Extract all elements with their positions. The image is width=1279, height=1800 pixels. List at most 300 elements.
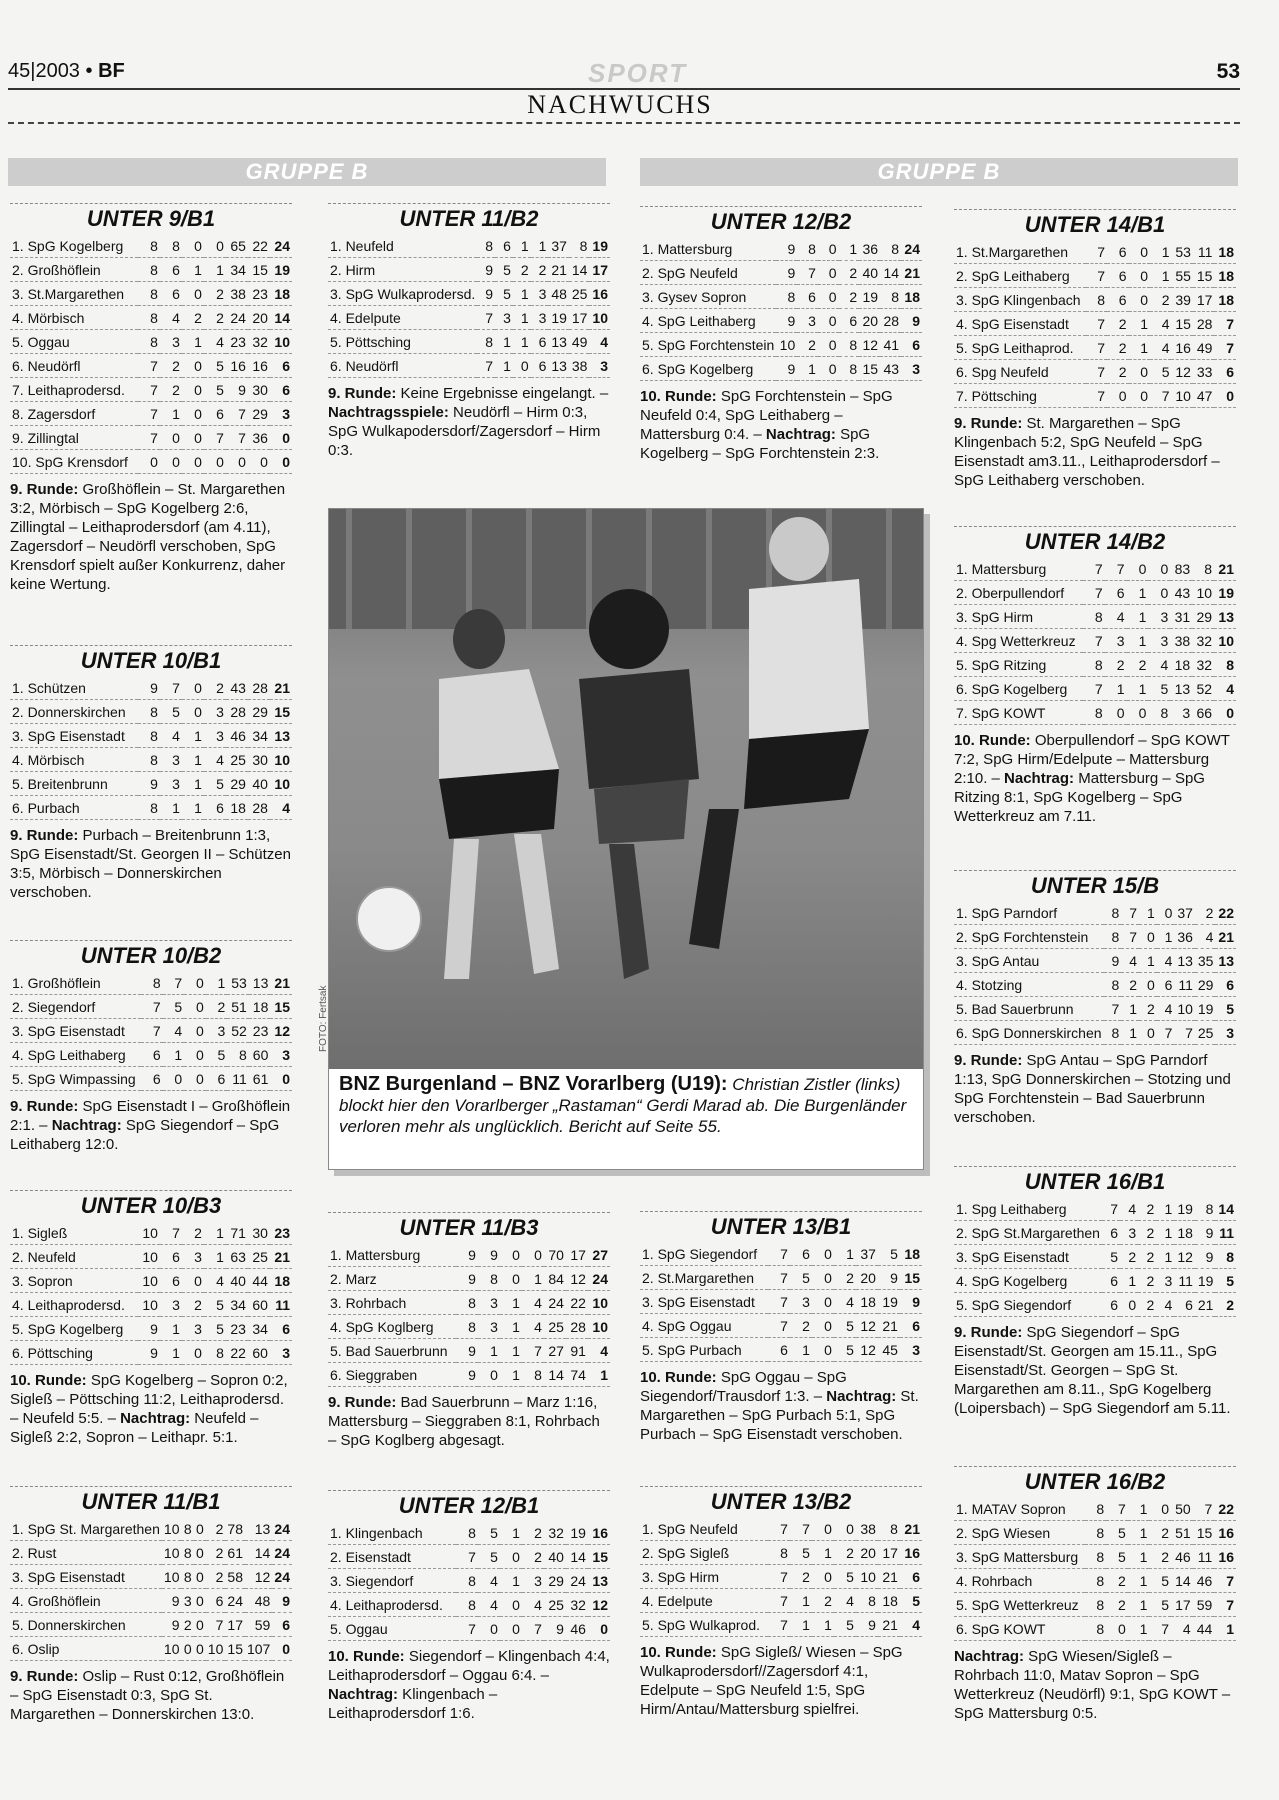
- team-name: 1. SpG St. Margarethen: [10, 1517, 162, 1541]
- stat-cell: 14: [569, 258, 590, 282]
- results-note: [10, 1667, 292, 1724]
- points-cell: 23: [270, 1221, 292, 1245]
- stat-cell: 8: [1195, 1197, 1216, 1221]
- team-name: 2. Hirm: [328, 258, 477, 282]
- stat-cell: 0: [478, 1363, 500, 1387]
- table-title: UNTER 9/B1: [10, 203, 292, 234]
- table-row: [954, 557, 1236, 581]
- table-row: [640, 1517, 922, 1541]
- stat-cell: 3: [1120, 1221, 1138, 1245]
- team-name: 1. SpG Siegendorf: [640, 1242, 768, 1266]
- stat-cell: 1: [1150, 240, 1171, 264]
- table-row: [954, 1293, 1236, 1317]
- points-cell: 10: [270, 772, 292, 796]
- stat-cell: 20: [859, 309, 880, 333]
- stat-cell: 7: [456, 1545, 478, 1569]
- stat-cell: 2: [204, 306, 226, 330]
- note-lead: Nachtrag:: [822, 1388, 897, 1405]
- bullet: •: [85, 60, 93, 82]
- stat-cell: 3: [160, 330, 182, 354]
- stat-cell: 0: [182, 700, 204, 724]
- stat-cell: 52: [1192, 677, 1214, 701]
- standings-table: [10, 1221, 292, 1365]
- standings-block: [954, 209, 1236, 490]
- stat-cell: 5: [834, 1613, 856, 1637]
- stat-cell: 1: [797, 357, 818, 381]
- stat-cell: 8: [138, 330, 160, 354]
- team-name: 2. Großhöflein: [10, 258, 138, 282]
- stat-cell: 8: [138, 700, 160, 724]
- stat-cell: 29: [544, 1569, 566, 1593]
- points-cell: 14: [270, 306, 292, 330]
- stat-cell: 7: [1086, 264, 1107, 288]
- team-name: 7. SpG KOWT: [954, 701, 1083, 725]
- standings-block: [328, 1490, 610, 1723]
- note-lead: Nachtragsspiele:: [328, 404, 449, 421]
- stat-cell: 9: [138, 676, 160, 700]
- table-row: [954, 1269, 1236, 1293]
- team-name: 1. Großhöflein: [10, 971, 141, 995]
- stat-cell: 6: [1174, 1293, 1195, 1317]
- stat-cell: 17: [1171, 1593, 1193, 1617]
- stat-cell: 1: [513, 282, 531, 306]
- stat-cell: 2: [1105, 653, 1127, 677]
- stat-cell: 50: [1171, 1497, 1193, 1521]
- stat-cell: 0: [1148, 581, 1170, 605]
- stat-cell: 21: [878, 1613, 900, 1637]
- note-lead: Nachtrag:: [47, 1117, 122, 1134]
- stat-cell: 46: [566, 1617, 588, 1641]
- note-lead: Nachtrag:: [954, 1648, 1025, 1665]
- stat-cell: 7: [160, 676, 182, 700]
- stat-cell: 3: [522, 1569, 544, 1593]
- stat-cell: 10: [162, 1565, 182, 1589]
- stat-cell: 4: [834, 1290, 856, 1314]
- stat-cell: 0: [1129, 264, 1150, 288]
- stat-cell: 0: [160, 426, 182, 450]
- table-row: [328, 258, 610, 282]
- stat-cell: 7: [768, 1290, 790, 1314]
- points-cell: 12: [270, 1019, 292, 1043]
- table-row: [954, 1569, 1236, 1593]
- stat-cell: 1: [513, 330, 531, 354]
- points-cell: 10: [589, 306, 610, 330]
- table-row: [10, 330, 292, 354]
- stat-cell: 10: [1174, 997, 1194, 1021]
- stat-cell: 6: [160, 258, 182, 282]
- standings-block: [640, 206, 922, 463]
- stat-cell: 9: [544, 1617, 566, 1641]
- results-note: [328, 1393, 610, 1450]
- stat-cell: 22: [566, 1291, 588, 1315]
- stat-cell: 6: [141, 1043, 163, 1067]
- stat-cell: 7: [522, 1617, 544, 1641]
- standings-block: [954, 870, 1236, 1127]
- stat-cell: 8: [1104, 973, 1122, 997]
- stat-cell: 8: [138, 234, 160, 258]
- stat-cell: 10: [206, 1637, 226, 1661]
- stat-cell: 15: [248, 258, 270, 282]
- stat-cell: 8: [1085, 1497, 1107, 1521]
- table-title: UNTER 11/B1: [10, 1486, 292, 1517]
- paper-name: BF: [98, 60, 125, 82]
- stat-cell: 0: [812, 1314, 834, 1338]
- note-text: SpG Oggau – SpG Siegendorf/Trausdorf 1:3. –: [640, 1369, 847, 1405]
- stat-cell: 15: [1193, 264, 1214, 288]
- caption-text: Christian Zistler (links) blockt hier den Vorarlberger „Rastaman“ Gerdi Marad ab. Die Burgenländer verloren mehr als unglücklich. Bericht auf Seite 55.: [339, 1075, 907, 1136]
- stat-cell: 43: [880, 357, 901, 381]
- points-cell: 18: [900, 1242, 922, 1266]
- note-text: Oberpullendorf – SpG KOWT 7:2, SpG Hirm/Edelpute – Mattersburg 2:10. –: [954, 732, 1230, 787]
- stat-cell: 1: [1121, 997, 1139, 1021]
- team-name: 9. Zillingtal: [10, 426, 138, 450]
- stat-cell: 4: [1195, 925, 1215, 949]
- note-text: SpG Antau – SpG Parndorf 1:13, SpG Donnerskirchen – Stotzing und SpG Forchtenstein – Bad Sauerbrunn verschoben.: [954, 1052, 1231, 1126]
- standings-block: [954, 1166, 1236, 1418]
- points-cell: 0: [270, 1067, 292, 1091]
- stat-cell: 9: [456, 1363, 478, 1387]
- table-row: [954, 1521, 1236, 1545]
- stat-cell: 4: [204, 748, 226, 772]
- stat-cell: 0: [1105, 701, 1127, 725]
- stat-cell: 44: [1193, 1617, 1215, 1641]
- team-name: 4. Edelpute: [640, 1589, 768, 1613]
- stat-cell: 7: [477, 354, 495, 378]
- caption-headline: BNZ Burgenland – BNZ Vorarlberg (U19):: [339, 1073, 728, 1095]
- table-row: [328, 330, 610, 354]
- stat-cell: 2: [1139, 997, 1157, 1021]
- stat-cell: 8: [478, 1267, 500, 1291]
- note-text: SpG Kogelberg – SpG Forchtenstein 2:3.: [640, 426, 880, 462]
- stat-cell: 23: [226, 330, 248, 354]
- points-cell: 1: [588, 1363, 610, 1387]
- team-name: 3. St.Margarethen: [10, 282, 138, 306]
- table-title: UNTER 12/B2: [640, 206, 922, 237]
- points-cell: 13: [1215, 949, 1236, 973]
- team-name: 6. SpG Donnerskirchen: [954, 1021, 1104, 1045]
- note-text: Oslip – Rust 0:12, Großhöflein – SpG Eisenstadt 0:3, SpG St. Margarethen – Donnerskirchen 13:0.: [10, 1668, 285, 1723]
- points-cell: 3: [270, 402, 292, 426]
- stat-cell: 2: [160, 378, 182, 402]
- table-row: [328, 282, 610, 306]
- team-name: 2. SpG Leithaberg: [954, 264, 1086, 288]
- points-cell: 10: [270, 330, 292, 354]
- stat-cell: 8: [477, 330, 495, 354]
- stat-cell: 0: [194, 1613, 206, 1637]
- stat-cell: 1: [790, 1589, 812, 1613]
- table-row: [954, 240, 1236, 264]
- note-lead: Nachtrag:: [999, 770, 1075, 787]
- team-name: 2. SpG Neufeld: [640, 261, 776, 285]
- stat-cell: 7: [797, 261, 818, 285]
- points-cell: 13: [1214, 605, 1236, 629]
- stat-cell: 2: [1138, 1197, 1156, 1221]
- stat-cell: 5: [204, 1293, 226, 1317]
- stat-cell: 1: [839, 237, 860, 261]
- stat-cell: 1: [522, 1267, 544, 1291]
- stat-cell: 7: [1086, 312, 1107, 336]
- stat-cell: 1: [1128, 1521, 1150, 1545]
- stat-cell: 0: [163, 1067, 185, 1091]
- team-name: 1. SpG Neufeld: [640, 1517, 768, 1541]
- stat-cell: 12: [856, 1314, 878, 1338]
- stat-cell: 9: [776, 261, 797, 285]
- stat-cell: 8: [1104, 925, 1122, 949]
- table-row: [10, 971, 292, 995]
- stat-cell: 2: [1149, 1545, 1171, 1569]
- table-row: [954, 384, 1236, 408]
- team-name: 4. Edelpute: [328, 306, 477, 330]
- stat-cell: 3: [160, 1293, 182, 1317]
- team-name: 8. Zagersdorf: [10, 402, 138, 426]
- table-row: [328, 1593, 610, 1617]
- stat-cell: 7: [1083, 677, 1105, 701]
- stat-cell: 8: [456, 1521, 478, 1545]
- stat-cell: 10: [138, 1245, 160, 1269]
- stat-cell: 19: [566, 1521, 588, 1545]
- stat-cell: 9: [776, 357, 797, 381]
- team-name: 2. Siegendorf: [10, 995, 141, 1019]
- stat-cell: 3: [181, 1589, 193, 1613]
- stat-cell: 2: [204, 676, 226, 700]
- stat-cell: 3: [790, 1290, 812, 1314]
- stat-cell: 8: [776, 285, 797, 309]
- stat-cell: 9: [477, 258, 495, 282]
- note-text: SpG Kogelberg – Sopron 0:2, Sigleß – Pöttsching 11:2, Leithaprodersd. – Neufeld 5:5. –: [10, 1372, 288, 1427]
- photo-credit: FOTO: Fertsak: [318, 985, 329, 1052]
- stat-cell: 1: [790, 1613, 812, 1637]
- table-row: [640, 1589, 922, 1613]
- stat-cell: 8: [1085, 1545, 1107, 1569]
- table-title: UNTER 14/B1: [954, 209, 1236, 240]
- stat-cell: 7: [1086, 360, 1107, 384]
- team-name: 4. Leithaprodersd.: [328, 1593, 456, 1617]
- table-row: [328, 1545, 610, 1569]
- stat-cell: 7: [768, 1565, 790, 1589]
- team-name: 1. Mattersburg: [640, 237, 776, 261]
- stat-cell: 23: [248, 282, 270, 306]
- stat-cell: 11: [1174, 973, 1194, 997]
- table-row: [10, 1221, 292, 1245]
- team-name: 5. SpG Wetterkreuz: [954, 1593, 1085, 1617]
- table-row: [328, 1339, 610, 1363]
- team-name: 3. SpG Eisenstadt: [10, 724, 138, 748]
- stat-cell: 3: [204, 700, 226, 724]
- stat-cell: 8: [878, 1517, 900, 1541]
- stat-cell: 8: [880, 285, 901, 309]
- note-text: SpG Forchtenstein – SpG Neufeld 0:4, SpG Leithaberg – Mattersburg 0:4. –: [640, 388, 893, 443]
- stat-cell: 1: [1128, 1569, 1150, 1593]
- team-name: 4. Rohrbach: [954, 1569, 1085, 1593]
- team-name: 1. Sigleß: [10, 1221, 138, 1245]
- stat-cell: 8: [1086, 288, 1107, 312]
- stat-cell: 1: [478, 1339, 500, 1363]
- note-text: Bad Sauerbrunn – Marz 1:16, Mattersburg – Sieggraben 8:1, Rohrbach – SpG Koglberg abgesagt.: [328, 1394, 600, 1449]
- table-row: [640, 1242, 922, 1266]
- team-name: 3. SpG Eisenstadt: [640, 1290, 768, 1314]
- stat-cell: 1: [1129, 312, 1150, 336]
- table-row: [10, 1245, 292, 1269]
- team-name: 3. SpG Hirm: [640, 1565, 768, 1589]
- stat-cell: 84: [544, 1267, 566, 1291]
- stat-cell: 21: [878, 1314, 900, 1338]
- stat-cell: 8: [1104, 1021, 1122, 1045]
- stat-cell: 0: [1148, 557, 1170, 581]
- team-name: 2. St.Margarethen: [640, 1266, 768, 1290]
- results-note: [640, 1643, 922, 1719]
- standings-block: [10, 1190, 292, 1447]
- stat-cell: 12: [1174, 1245, 1195, 1269]
- stat-cell: 7: [138, 426, 160, 450]
- points-cell: 18: [270, 282, 292, 306]
- standings-table: [640, 1242, 922, 1362]
- stat-cell: 6: [1107, 240, 1128, 264]
- stat-cell: 3: [478, 1291, 500, 1315]
- stat-cell: 12: [245, 1565, 272, 1589]
- stat-cell: 3: [160, 748, 182, 772]
- stat-cell: 10: [776, 333, 797, 357]
- points-cell: 21: [270, 676, 292, 700]
- points-cell: 11: [270, 1293, 292, 1317]
- stat-cell: 5: [878, 1242, 900, 1266]
- stat-cell: 35: [1195, 949, 1215, 973]
- stat-cell: 1: [1128, 1593, 1150, 1617]
- stat-cell: 8: [1085, 1593, 1107, 1617]
- stat-cell: 7: [138, 402, 160, 426]
- stat-cell: 2: [1106, 1569, 1128, 1593]
- stat-cell: 12: [566, 1267, 588, 1291]
- table-row: [10, 1043, 292, 1067]
- stat-cell: 8: [160, 234, 182, 258]
- note-text: SpG Siegendorf – SpG Eisenstadt/St. Georgen am 15.11., SpG Eisenstadt/St. Georgen – SpG St. Margarethen am 8.11., SpG Kogelberg (Loipersbach) – SpG Siegendorf am 5.11.: [954, 1324, 1231, 1417]
- stat-cell: 0: [184, 995, 206, 1019]
- results-note: [954, 1051, 1236, 1127]
- stat-cell: 7: [1086, 240, 1107, 264]
- stat-cell: 65: [226, 234, 248, 258]
- stat-cell: 0: [1129, 240, 1150, 264]
- stat-cell: 4: [1156, 1293, 1174, 1317]
- note-lead: 9. Runde:: [954, 1052, 1023, 1069]
- table-row: [10, 724, 292, 748]
- team-name: 6. SpG Kogelberg: [954, 677, 1083, 701]
- table-title: UNTER 13/B1: [640, 1211, 922, 1242]
- stat-cell: 3: [1156, 1269, 1174, 1293]
- points-cell: 6: [1214, 360, 1236, 384]
- stat-cell: 19: [1195, 1269, 1216, 1293]
- note-lead: 10. Runde:: [10, 1372, 87, 1389]
- stat-cell: 6: [1102, 1221, 1120, 1245]
- stat-cell: 1: [1156, 1197, 1174, 1221]
- stat-cell: 6: [204, 796, 226, 820]
- stat-cell: 8: [138, 282, 160, 306]
- stat-cell: 5: [1102, 1245, 1120, 1269]
- stat-cell: 10: [162, 1541, 182, 1565]
- stat-cell: 2: [1107, 336, 1128, 360]
- table-row: [954, 288, 1236, 312]
- table-row: [954, 701, 1236, 725]
- team-name: 2. SpG Wiesen: [954, 1521, 1085, 1545]
- stat-cell: 9: [1104, 949, 1122, 973]
- stat-cell: 15: [1171, 312, 1192, 336]
- stat-cell: 16: [226, 354, 248, 378]
- note-lead: 9. Runde:: [954, 415, 1023, 432]
- note-lead: 10. Runde:: [640, 1644, 717, 1661]
- stat-cell: 8: [138, 796, 160, 820]
- stat-cell: 7: [138, 378, 160, 402]
- photo-caption: [339, 1074, 913, 1137]
- table-row: [10, 1317, 292, 1341]
- standings-block: [10, 1486, 292, 1724]
- stat-cell: 8: [880, 237, 901, 261]
- standings-table: [954, 557, 1236, 725]
- table-title: UNTER 11/B2: [328, 203, 610, 234]
- stat-cell: 12: [1171, 360, 1192, 384]
- stat-cell: 13: [249, 971, 271, 995]
- team-name: 5. SpG Purbach: [640, 1338, 768, 1362]
- note-lead: 9. Runde:: [10, 1098, 79, 1115]
- stat-cell: 1: [790, 1338, 812, 1362]
- stat-cell: 2: [834, 1541, 856, 1565]
- table-row: [640, 237, 922, 261]
- stat-cell: 61: [249, 1067, 271, 1091]
- stat-cell: 0: [182, 234, 204, 258]
- points-cell: 15: [900, 1266, 922, 1290]
- note-lead: 10. Runde:: [640, 1369, 717, 1386]
- points-cell: 3: [901, 357, 922, 381]
- table-row: [10, 426, 292, 450]
- stat-cell: 3: [797, 309, 818, 333]
- stat-cell: 0: [181, 1637, 193, 1661]
- results-note: [640, 1368, 922, 1444]
- points-cell: 0: [272, 1637, 292, 1661]
- note-text: Neufeld – Sigleß 2:2, Sopron – Leithapr. 5:1.: [10, 1410, 259, 1446]
- stat-cell: 4: [522, 1291, 544, 1315]
- stat-cell: 0: [812, 1266, 834, 1290]
- points-cell: 6: [901, 333, 922, 357]
- match-photo: [328, 508, 924, 1170]
- stat-cell: 4: [160, 306, 182, 330]
- standings-block: [10, 940, 292, 1154]
- stat-cell: 2: [1195, 901, 1215, 925]
- table-row: [328, 1363, 610, 1387]
- stat-cell: 8: [477, 234, 495, 258]
- table-row: [954, 997, 1236, 1021]
- stat-cell: 2: [206, 1541, 226, 1565]
- team-name: 3. SpG Eisenstadt: [10, 1565, 162, 1589]
- table-row: [10, 1293, 292, 1317]
- stat-cell: 8: [1085, 1569, 1107, 1593]
- points-cell: 6: [272, 1613, 292, 1637]
- stat-cell: 2: [206, 1517, 226, 1541]
- table-row: [10, 772, 292, 796]
- stat-cell: 0: [834, 1517, 856, 1541]
- results-note: [10, 480, 292, 594]
- points-cell: 0: [588, 1617, 610, 1641]
- stat-cell: 1: [812, 1613, 834, 1637]
- points-cell: 24: [272, 1541, 292, 1565]
- stat-cell: 7: [1086, 384, 1107, 408]
- stat-cell: 2: [812, 1589, 834, 1613]
- team-name: 3. SpG Eisenstadt: [10, 1019, 141, 1043]
- table-row: [954, 1497, 1236, 1521]
- note-text: SpG Wiesen/Sigleß – Rohrbach 11:0, Matav Sopron – SpG Wetterkreuz (Neudörfl) 9:1, SpG KOWT – SpG Mattersburg 0:5.: [954, 1648, 1231, 1722]
- points-cell: 1: [1214, 1617, 1236, 1641]
- stat-cell: 3: [531, 306, 549, 330]
- team-name: 2. SpG Forchtenstein: [954, 925, 1104, 949]
- stat-cell: 19: [548, 306, 569, 330]
- stat-cell: 2: [1149, 1521, 1171, 1545]
- note-lead: Nachtrag:: [115, 1410, 191, 1427]
